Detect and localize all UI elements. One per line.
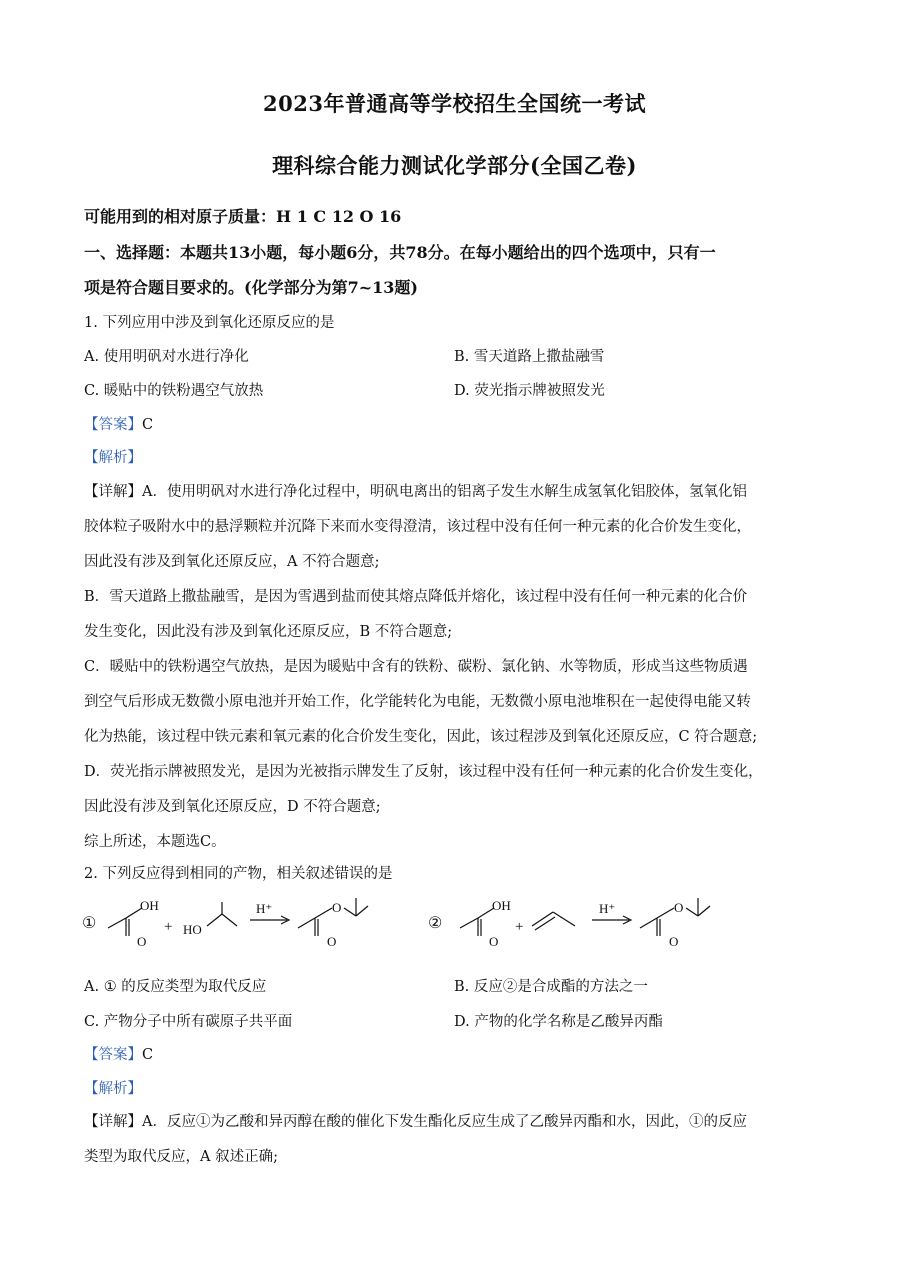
page-title: 2023年普通高等学校招生全国统一考试 [263, 91, 646, 116]
q1-detail-line: C．暖贴中的铁粉遇空气放热，是因为暖贴中含有的铁粉、碳粉、氯化钠、水等物质，形成当这些物质遇 [84, 659, 748, 675]
answer-value: C [142, 417, 154, 433]
q1-stem: 1. 下列应用中涉及到氧化还原反应的是 [84, 315, 335, 331]
carbonyl-o-label: O [137, 934, 147, 949]
answer-value: C [142, 1047, 154, 1063]
q2-option-c: C. 产物分子中所有碳原子共平面 [84, 1014, 293, 1030]
answer-tag: 【答案】 [84, 1047, 142, 1063]
reaction-2-label: ② [428, 915, 443, 932]
q2-detail-line [84, 1110, 844, 1131]
q1-detail-line: 因此没有涉及到氧化还原反应，D 不符合题意; [84, 799, 381, 815]
q1-detail-line: 到空气后形成无数微小原电池并开始工作，化学能转化为电能，无数微小原电池堆积在一起使得电能又转 [84, 694, 751, 710]
q2-option-a: A. ① 的反应类型为取代反应 [84, 979, 267, 995]
q1-detail-line: 发生变化，因此没有涉及到氧化还原反应，B 不符合题意; [84, 624, 453, 640]
q2-answer [84, 1043, 844, 1064]
oh-label: OH [492, 898, 511, 913]
catalyst-label: H⁺ [256, 901, 273, 916]
q1-detail-line: D．荧光指示牌被照发光，是因为光被指示牌发生了反射，该过程中没有任何一种元素的化合价发生变化， [84, 764, 763, 780]
q1-option-b: B. 雪天道路上撒盐融雪 [454, 349, 605, 365]
q1-detail-line: 因此没有涉及到氧化还原反应，A 不符合题意; [84, 554, 380, 570]
detail-text: A．使用明矾对水进行净化过程中，明矾电离出的铝离子发生水解生成氢氧化铝胶体，氢氧化铝 [142, 484, 747, 500]
q2-detail-line: 类型为取代反应，A 叙述正确; [84, 1149, 278, 1165]
q1-detail-line: 化为热能，该过程中铁元素和氧元素的化合价发生变化，因此，该过程涉及到氧化还原反应，C 符合题意; [84, 729, 758, 745]
answer-tag: 【答案】 [84, 417, 142, 433]
ester-o-label: O [674, 900, 684, 915]
q1-analysis-tag: 【解析】 [84, 450, 142, 466]
q2-stem: 2. 下列反应得到相同的产物，相关叙述错误的是 [84, 866, 393, 882]
plus-sign: + [164, 919, 173, 935]
atomic-mass-line: 可能用到的相对原子质量：H 1 C 12 O 16 [84, 207, 402, 226]
q1-option-c: C. 暖贴中的铁粉遇空气放热 [84, 383, 264, 399]
propene-structure [532, 912, 575, 930]
plus-sign: + [515, 919, 524, 935]
section-heading-line1: 一、选择题：本题共13小题，每小题6分，共78分。在每小题给出的四个选项中，只有一 [84, 243, 716, 262]
detail-tag: 【详解】 [84, 484, 142, 500]
q2-option-d: D. 产物的化学名称是乙酸异丙酯 [454, 1014, 663, 1030]
reaction-arrow [250, 916, 289, 924]
q2-analysis-tag: 【解析】 [84, 1081, 142, 1097]
detail-text: A．反应①为乙酸和异丙醇在酸的催化下发生酯化反应生成了乙酸异丙酯和水，因此，①的反应 [142, 1114, 747, 1130]
acetic-acid-structure [460, 908, 494, 936]
acetic-acid-structure [108, 908, 142, 936]
section-heading-line2: 项是符合题目要求的。(化学部分为第7~13题) [84, 278, 418, 297]
carbonyl-o-label: O [489, 934, 499, 949]
q1-detail-line: 胶体粒子吸附水中的悬浮颗粒并沉降下来而水变得澄清，该过程中没有任何一种元素的化合价发生变化， [84, 519, 751, 535]
reaction-1-label: ① [82, 915, 97, 932]
q1-detail-line: 综上所述，本题选C。 [84, 834, 226, 850]
q1-option-d: D. 荧光指示牌被照发光 [454, 383, 605, 399]
catalyst-label: H⁺ [599, 901, 616, 916]
ho-label: HO [183, 922, 202, 937]
q2-option-b: B. 反应②是合成酯的方法之一 [454, 979, 648, 995]
ester-o-label: O [332, 900, 342, 915]
reaction-scheme [0, 888, 909, 958]
oh-label: OH [140, 898, 159, 913]
detail-tag: 【详解】 [84, 1114, 142, 1130]
q1-option-a: A. 使用明矾对水进行净化 [84, 349, 249, 365]
q1-detail-line [84, 480, 844, 501]
ester-carbonyl-o-label: O [327, 934, 337, 949]
isopropanol-structure [207, 902, 237, 926]
reaction-arrow [592, 916, 631, 924]
q1-detail-line: B．雪天道路上撒盐融雪，是因为雪遇到盐而使其熔点降低并熔化，该过程中没有任何一种元素的化合价 [84, 589, 748, 605]
q1-answer [84, 413, 844, 434]
ester-carbonyl-o-label: O [669, 934, 679, 949]
page-subtitle: 理科综合能力测试化学部分(全国乙卷) [272, 153, 637, 178]
